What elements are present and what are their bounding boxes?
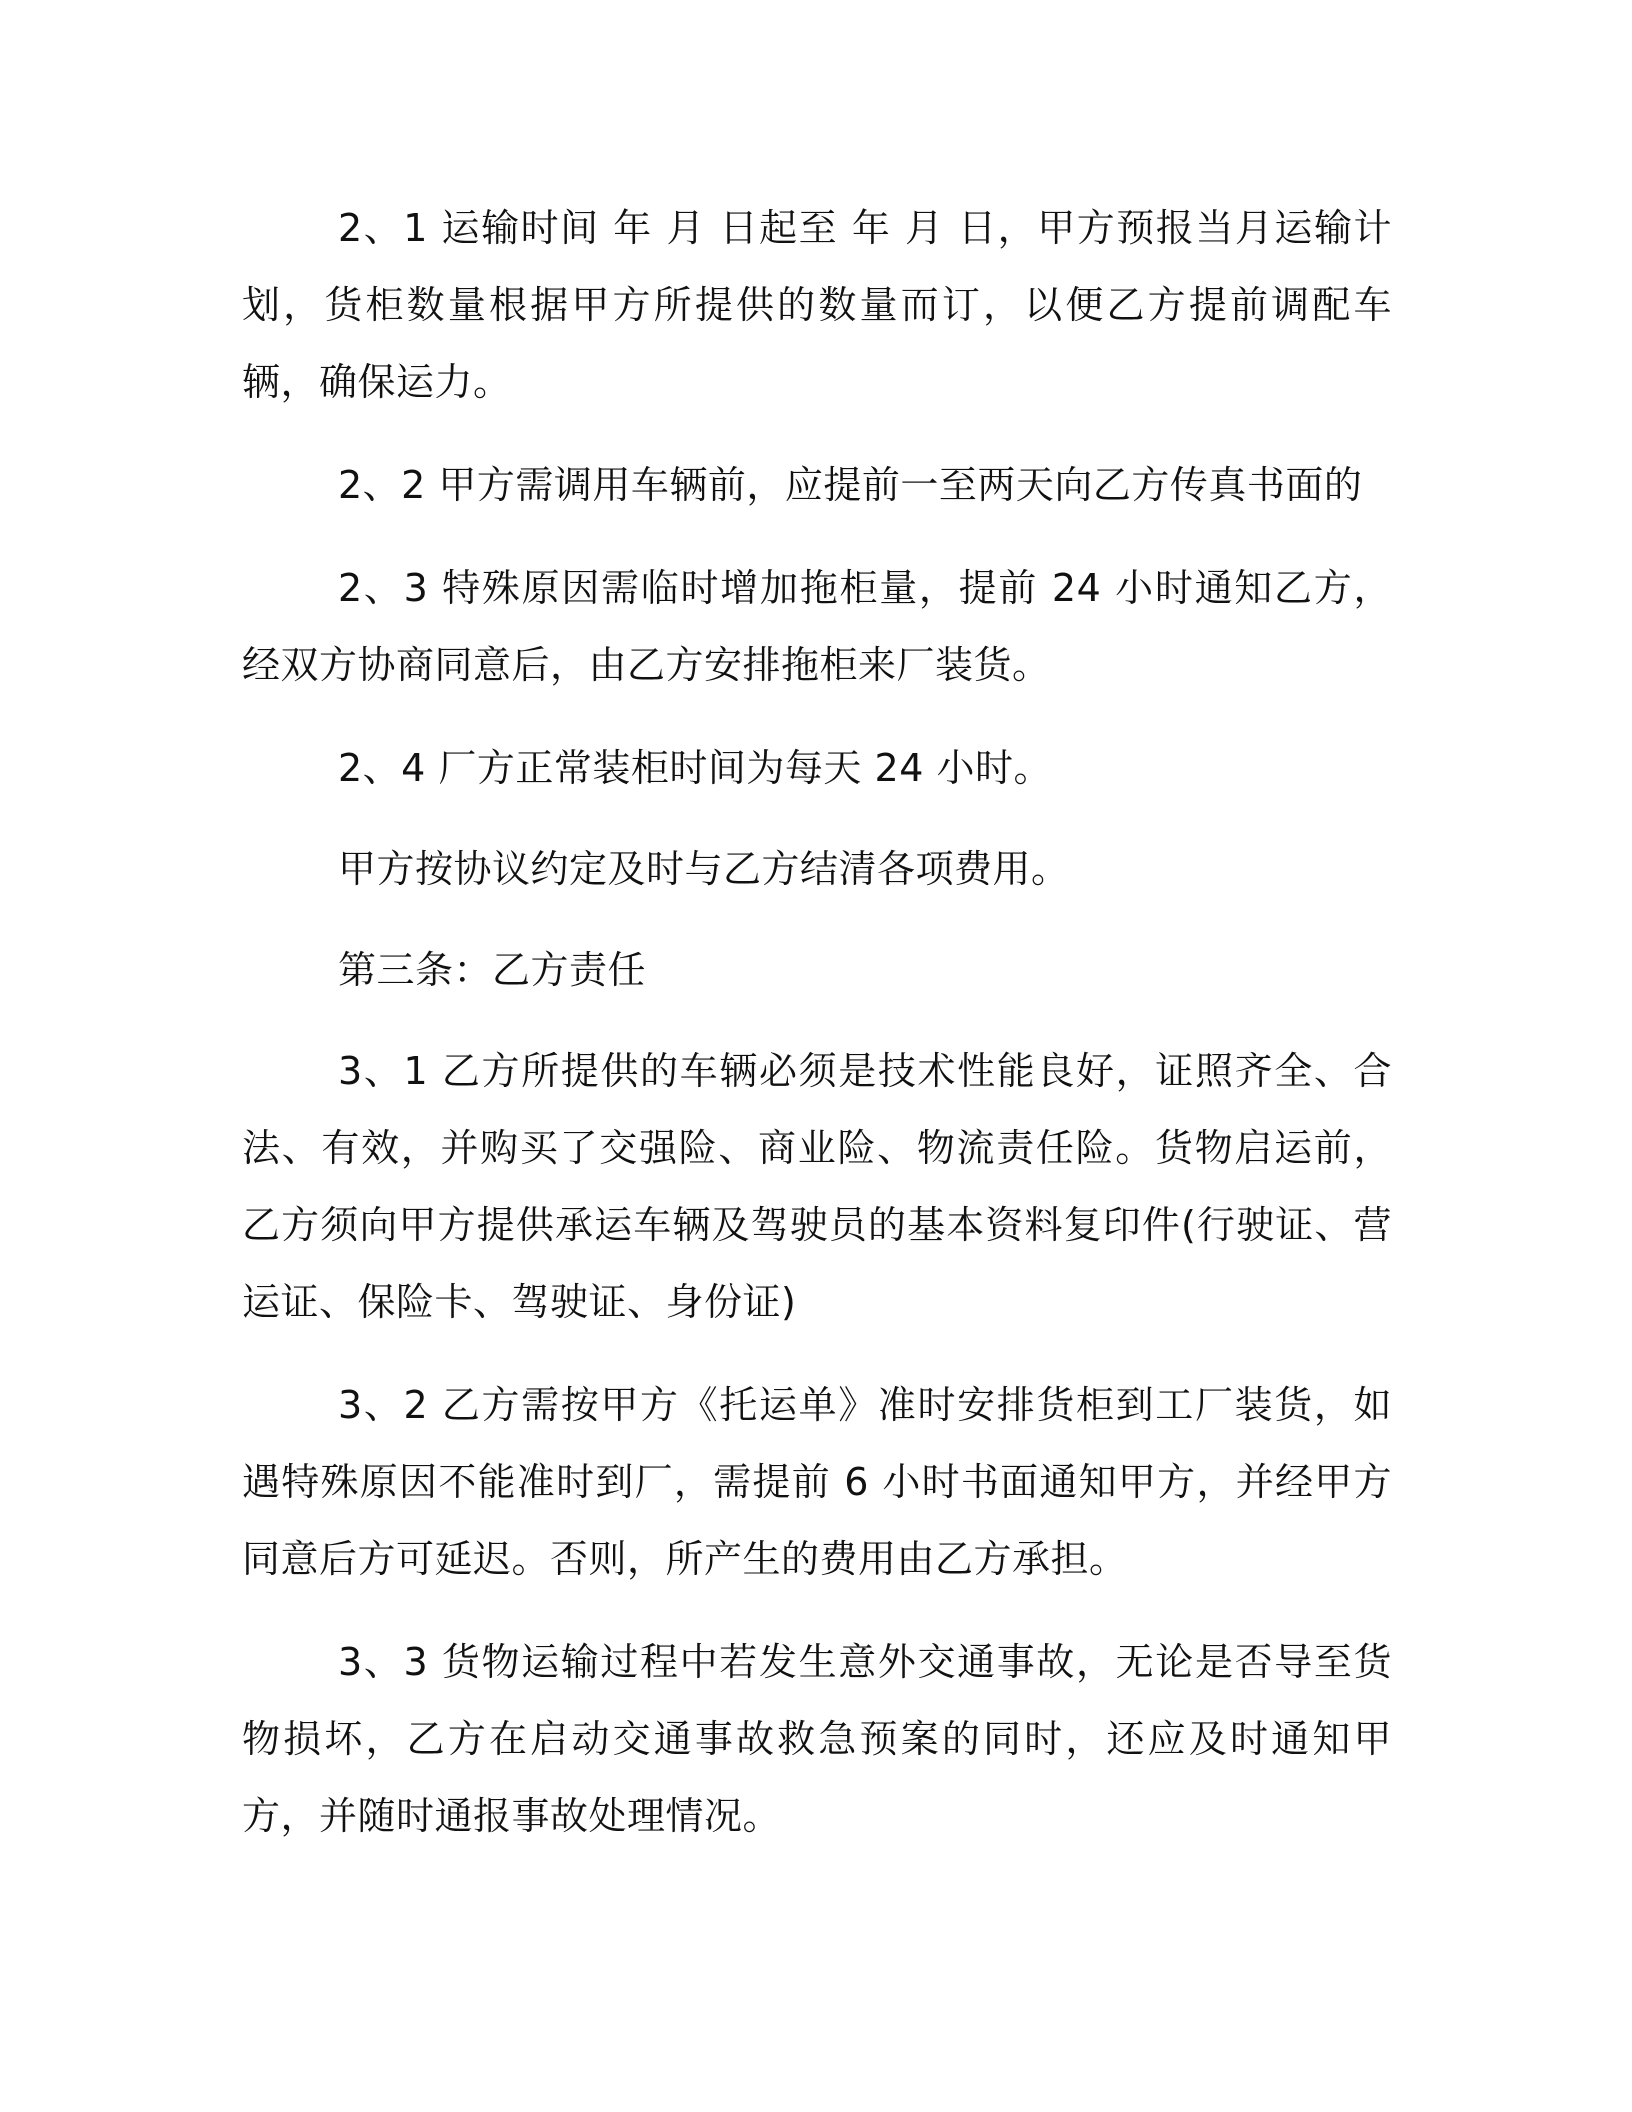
paragraph-2-3: 2、3 特殊原因需临时增加拖柜量，提前 24 小时通知乙方，经双方协商同意后，由乙方安排拖柜来厂装货。 <box>242 566 1392 687</box>
paragraph-payment: 甲方按协议约定及时与乙方结清各项费用。 <box>338 847 1070 891</box>
paragraph-3-1: 3、1 乙方所提供的车辆必须是技术性能良好，证照齐全、合法、有效，并购买了交强险、商业险、物流责任险。货物启运前，乙方须向甲方提供承运车辆及驾驶员的基本资料复印件(行驶证、营运证、保险卡、驾驶证、身份证) <box>242 1049 1392 1324</box>
paragraph-3-2: 3、2 乙方需按甲方《托运单》准时安排货柜到工厂装货，如遇特殊原因不能准时到厂，需提前 6 小时书面通知甲方，并经甲方同意后方可延迟。否则，所产生的费用由乙方承担。 <box>242 1383 1392 1581</box>
paragraph-3-3: 3、3 货物运输过程中若发生意外交通事故，无论是否导至货物损坏，乙方在启动交通事故救急预案的同时，还应及时通知甲方，并随时通报事故处理情况。 <box>242 1640 1392 1838</box>
paragraph-2-4: 2、4 厂方正常装柜时间为每天 24 小时。 <box>338 746 1052 790</box>
paragraph-2-1: 2、1 运输时间 年 月 日起至 年 月 日，甲方预报当月运输计划，货柜数量根据甲方所提供的数量而订，以便乙方提前调配车辆，确保运力。 <box>242 206 1392 404</box>
section-heading-article-3: 第三条：乙方责任 <box>338 948 647 992</box>
paragraph-2-2: 2、2 甲方需调用车辆前，应提前一至两天向乙方传真书面的 <box>338 463 1363 507</box>
document-body <box>242 190 1392 1855</box>
